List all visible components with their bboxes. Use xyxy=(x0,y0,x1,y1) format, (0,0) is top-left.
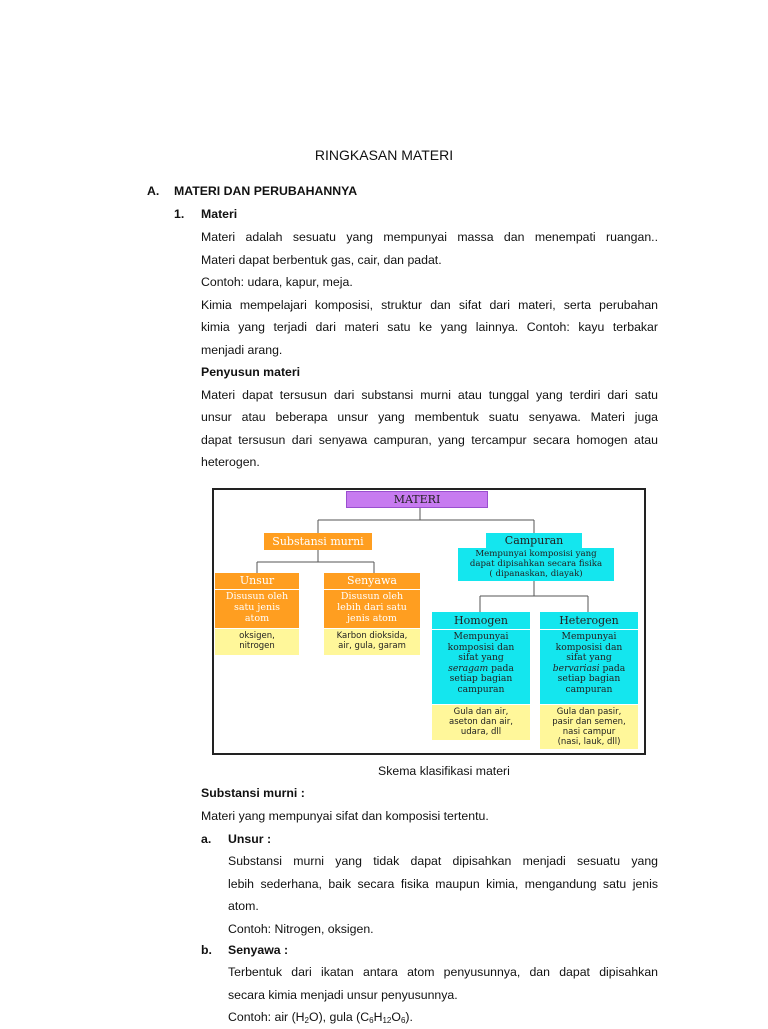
desc-line: Mempunyai xyxy=(561,631,617,642)
formula-text: H xyxy=(373,1010,383,1024)
diagram-caption: Skema klasifikasi materi xyxy=(378,764,510,778)
example-line xyxy=(228,1006,658,1029)
text-line: menjadi arang. xyxy=(201,342,283,357)
text-line: secara kimia menjadi unsur penyusunnya. xyxy=(228,987,458,1002)
campuran-box: Campuran xyxy=(486,533,582,548)
formula-text: O), gula (C xyxy=(309,1010,370,1024)
desc-line: Disusun oleh xyxy=(340,591,404,602)
desc-line: campuran xyxy=(457,683,505,695)
example-line: udara, dll xyxy=(460,727,502,737)
desc-line: Mempunyai komposisi yang xyxy=(475,549,597,559)
emphasis-word: seragam xyxy=(448,662,489,674)
text-line: heterogen. xyxy=(201,455,260,469)
substansi-murni-box: Substansi murni xyxy=(264,533,372,550)
text-line: atom. xyxy=(228,899,259,913)
unsur-description xyxy=(215,590,299,628)
formula-subscript: 12 xyxy=(382,1016,392,1025)
desc-line: satu jenis xyxy=(233,602,281,613)
senyawa-description xyxy=(324,590,420,628)
desc-word: pada xyxy=(491,662,514,674)
example-line: oksigen, xyxy=(239,631,275,641)
formula-subscript: 2 xyxy=(304,1016,309,1025)
desc-line: sifat yang xyxy=(566,652,612,664)
penyusun-heading: Penyusun materi xyxy=(201,365,301,379)
example-line: Gula dan air, xyxy=(453,707,509,717)
example-line: (nasi, lauk, dll) xyxy=(557,737,621,747)
desc-line: Mempunyai xyxy=(453,631,509,642)
example-line: Gula dan pasir, xyxy=(556,707,622,717)
desc-line: dapat dipisahkan secara fisika xyxy=(469,559,603,569)
homogen-examples xyxy=(432,705,530,740)
text-line: Materi yang mempunyai sifat dan komposisi tertentu. xyxy=(201,808,489,823)
text-line: Contoh: Nitrogen, oksigen. xyxy=(228,921,374,936)
desc-line: atom xyxy=(244,613,270,624)
text-line: Contoh: udara, kapur, meja. xyxy=(201,275,353,289)
text-line: Materi dapat tersusun dari substansi murni atau tunggal yang terdiri dari satu xyxy=(201,387,658,402)
homogen-description xyxy=(432,630,530,704)
heterogen-box: Heterogen xyxy=(540,612,638,629)
substansi-section xyxy=(201,782,658,827)
desc-line: komposisi dan xyxy=(447,641,515,653)
desc-line: sifat yang xyxy=(458,652,504,664)
example-line: nitrogen xyxy=(239,641,275,651)
senyawa-examples xyxy=(324,629,420,655)
text-line: Kimia mempelajari komposisi, struktur dan sifat dari materi, serta perubahan xyxy=(201,297,658,312)
heterogen-description xyxy=(540,630,638,704)
example-line: aseton dan air, xyxy=(449,717,513,727)
example-line: air, gula, garam xyxy=(338,641,406,651)
classification-diagram xyxy=(212,488,646,755)
text-line: Materi adalah sesuatu yang mempunyai massa dan menempati ruangan.. xyxy=(201,230,658,244)
example-line: pasir dan semen, xyxy=(552,717,626,727)
page-title: RINGKASAN MATERI xyxy=(314,147,454,163)
heterogen-examples xyxy=(540,705,638,749)
formula-subscript: 6 xyxy=(369,1016,374,1025)
text-line: Materi dapat berbentuk gas, cair, dan padat. xyxy=(201,252,442,267)
formula-text: O xyxy=(391,1010,401,1024)
example-line: nasi campur xyxy=(562,727,616,737)
senyawa-title: Senyawa : xyxy=(228,943,289,957)
subsection-title: Materi xyxy=(201,207,238,221)
formula-subscript: 6 xyxy=(400,1016,406,1025)
example-line: Karbon dioksida, xyxy=(336,631,408,641)
text-line: kimia yang terjadi dari materi satu ke yang lainnya. Contoh: kayu terbakar xyxy=(201,320,658,334)
section-letter: A. xyxy=(147,184,160,198)
section-title: MATERI DAN PERUBAHANNYA xyxy=(174,184,358,198)
desc-word: pada xyxy=(602,662,626,674)
senyawa-box: Senyawa xyxy=(324,573,420,589)
desc-line: jenis atom xyxy=(347,613,397,624)
formula-text: ). xyxy=(405,1010,413,1024)
substansi-heading: Substansi murni : xyxy=(201,786,305,800)
text-line: Substansi murni yang tidak dapat dipisahkan menjadi sesuatu yang xyxy=(228,854,658,868)
unsur-examples xyxy=(215,629,299,655)
text-line: Terbentuk dari ikatan antara atom penyusunnya, dan dapat dipisahkan xyxy=(228,965,658,979)
list-letter-a: a. xyxy=(201,832,212,846)
materi-paragraph xyxy=(201,226,658,474)
desc-line: setiap bagian xyxy=(557,673,621,685)
unsur-title: Unsur : xyxy=(228,832,272,846)
formula-text: Contoh: air (H xyxy=(228,1010,305,1024)
text-line: lebih sederhana, baik secara fisika maupun kimia, mengandung satu jenis xyxy=(228,876,658,891)
campuran-description xyxy=(458,548,614,581)
senyawa-paragraph xyxy=(228,961,658,1029)
desc-line: Disusun oleh xyxy=(225,591,289,602)
desc-line: setiap bagian xyxy=(449,673,513,685)
desc-line: ( dipanaskan, diayak) xyxy=(489,569,583,579)
desc-line: komposisi dan xyxy=(555,641,623,653)
desc-line: lebih dari satu xyxy=(337,602,407,613)
desc-line: campuran xyxy=(565,683,613,695)
text-line: unsur atau beberapa unsur yang membentuk suatu senyawa. Materi juga xyxy=(201,410,658,424)
unsur-paragraph xyxy=(228,850,658,940)
emphasis-word: bervariasi xyxy=(552,662,600,674)
subsection-number: 1. xyxy=(174,207,185,221)
list-letter-b: b. xyxy=(201,943,212,957)
homogen-box: Homogen xyxy=(432,612,530,629)
unsur-box: Unsur xyxy=(215,573,299,589)
materi-box: MATERI xyxy=(346,491,488,508)
text-line: dapat tersusun dari senyawa campuran, yang tercampur secara homogen atau xyxy=(201,432,658,447)
